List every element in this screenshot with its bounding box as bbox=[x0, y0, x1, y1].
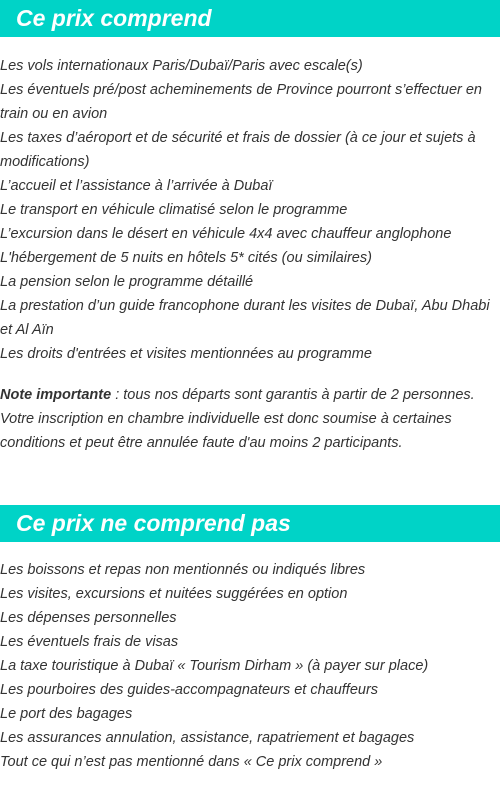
included-header: Ce prix comprend bbox=[0, 0, 500, 37]
included-item: L’accueil et l’assistance à l’arrivée à Dubaï bbox=[0, 178, 273, 194]
excluded-item: La taxe touristique à Dubaï « Tourism Dirham » (à payer sur place) bbox=[0, 658, 429, 674]
excluded-item: Les assurances annulation, assistance, rapatriement et bagages bbox=[0, 730, 415, 746]
included-item: Le transport en véhicule climatisé selon le programme bbox=[0, 202, 348, 218]
included-item: Les droits d'entrées et visites mentionnées au programme bbox=[0, 346, 372, 362]
excluded-item: Le port des bagages bbox=[0, 706, 133, 722]
included-item: La pension selon le programme détaillé bbox=[0, 274, 254, 290]
excluded-item: Les boissons et repas non mentionnés ou indiqués libres bbox=[0, 562, 366, 578]
important-note-label: Note importante bbox=[0, 387, 112, 403]
included-item: Les taxes d’aéroport et de sécurité et frais de dossier (à ce jour et sujets à modifications) bbox=[0, 130, 476, 170]
excluded-list bbox=[0, 558, 500, 774]
included-item: Les éventuels pré/post acheminements de Province pourront s’effectuer en train ou en avion bbox=[0, 82, 482, 122]
included-item: L'hébergement de 5 nuits en hôtels 5* cités (ou similaires) bbox=[0, 250, 372, 266]
excluded-item: Tout ce qui n’est pas mentionné dans « Ce prix comprend » bbox=[0, 754, 383, 770]
included-item: L’excursion dans le désert en véhicule 4x4 avec chauffeur anglophone bbox=[0, 226, 452, 242]
excluded-item: Les éventuels frais de visas bbox=[0, 634, 179, 650]
included-item: Les vols internationaux Paris/Dubaï/Paris avec escale(s) bbox=[0, 58, 363, 74]
included-list bbox=[0, 54, 500, 366]
excluded-item: Les pourboires des guides-accompagnateurs et chauffeurs bbox=[0, 682, 379, 698]
excluded-item: Les visites, excursions et nuitées suggérées en option bbox=[0, 586, 348, 602]
included-item: La prestation d’un guide francophone durant les visites de Dubaï, Abu Dhabi et Al Aïn bbox=[0, 298, 490, 338]
excluded-header: Ce prix ne comprend pas bbox=[0, 505, 500, 542]
excluded-item: Les dépenses personnelles bbox=[0, 610, 177, 626]
important-note-text: : tous nos départs sont garantis à partir de 2 personnes. Votre inscription en chambre individuelle est donc soumise à certaines conditions et peut être annulée faute d'au moins 2 participants. bbox=[0, 387, 475, 451]
section-excluded bbox=[0, 505, 500, 774]
important-note bbox=[0, 383, 500, 455]
